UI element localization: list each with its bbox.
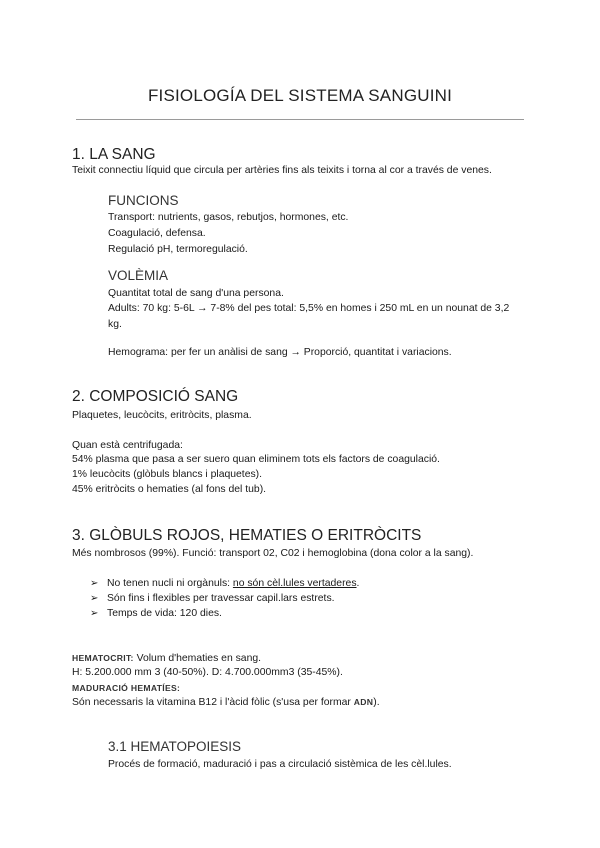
hematocrit-values: H: 5.200.000 mm 3 (40-50%). D: 4.700.000mm3 (35-45%). <box>72 667 343 678</box>
maduracio-label: MADURACIÓ HEMATÍES: <box>72 683 181 693</box>
section-3-1-heading: 3.1 HEMATOPOIESIS <box>108 739 242 754</box>
volemia-heading: VOLÈMIA <box>108 268 169 283</box>
maduracio-text-a: Són necessaris la vitamina B12 i l'àcid fòlic (s'usa per formar <box>72 697 354 708</box>
list-item <box>90 606 222 621</box>
section-3-intro: Més nombrosos (99%). Funció: transport 02, C02 i hemoglobina (dona color a la sang). <box>72 548 474 559</box>
funcions-line-2: Coagulació, defensa. <box>108 228 206 239</box>
section-3-1-line-1: Procés de formació, maduració i pas a circulació sistèmica de les cèl.lules. <box>108 759 452 770</box>
document-title: FISIOLOGÍA DEL SISTEMA SANGUINI <box>147 86 453 105</box>
list-item <box>90 591 335 606</box>
section-3-heading: 3. GLÒBULS ROJOS, HEMATIES O ERITRÒCITS <box>72 527 422 544</box>
title-divider <box>76 119 524 120</box>
bullet-2-text: Són fins i flexibles per travessar capil.lars estrets. <box>107 593 335 604</box>
volemia-line-1: Quantitat total de sang d'una persona. <box>108 288 284 299</box>
section-2-line-3: 54% plasma que pasa a ser suero quan eliminem tots els factors de coagulació. <box>72 454 440 465</box>
section-1-heading: 1. LA SANG <box>72 146 156 163</box>
volemia-line-2: Adults: 70 kg: 5-6L → 7-8% del pes total: 5,5% en homes i 250 mL en un nounat de 3,2 kg. <box>108 303 510 330</box>
arrowhead-bullet-icon: ➢ <box>90 593 99 604</box>
hemograma-line: Hemograma: per fer un anàlisi de sang → Proporció, quantitat i variacions. <box>108 347 452 358</box>
funcions-line-1: Transport: nutrients, gasos, rebutjos, hormones, etc. <box>108 212 349 223</box>
section-2-line-5: 45% eritròcits o hematies (al fons del tub). <box>72 484 267 495</box>
funcions-heading: FUNCIONS <box>108 193 179 208</box>
section-2-line-1: Plaquetes, leucòcits, eritròcits, plasma. <box>72 410 252 421</box>
hematocrit-label: HEMATOCRIT: <box>72 653 134 663</box>
adn-abbrev: ADN <box>353 697 374 707</box>
arrowhead-bullet-icon: ➢ <box>90 608 99 619</box>
section-2-heading: 2. COMPOSICIÓ SANG <box>72 388 239 405</box>
section-1-intro: Teixit connectiu líquid que circula per artèries fins als teixits i torna al cor a través de venes. <box>72 165 492 176</box>
maduracio-line <box>72 694 380 711</box>
maduracio-text-b: ). <box>373 697 380 708</box>
hematocrit-text: Volum d'hematies en sang. <box>133 653 262 664</box>
bullet-1-underlined: no són cèl.lules vertaderes <box>232 578 357 589</box>
bullet-3-text: Temps de vida: 120 dies. <box>107 608 222 619</box>
arrowhead-bullet-icon: ➢ <box>90 578 99 589</box>
list-item <box>90 576 359 591</box>
bullet-1-text: No tenen nucli ni orgànuls: <box>107 578 233 589</box>
section-2-line-2: Quan està centrifugada: <box>72 440 183 451</box>
funcions-line-3: Regulació pH, termoregulació. <box>108 244 248 255</box>
section-2-line-4: 1% leucòcits (glòbuls blancs i plaquetes). <box>72 469 263 480</box>
bullet-1-end: . <box>356 578 360 589</box>
